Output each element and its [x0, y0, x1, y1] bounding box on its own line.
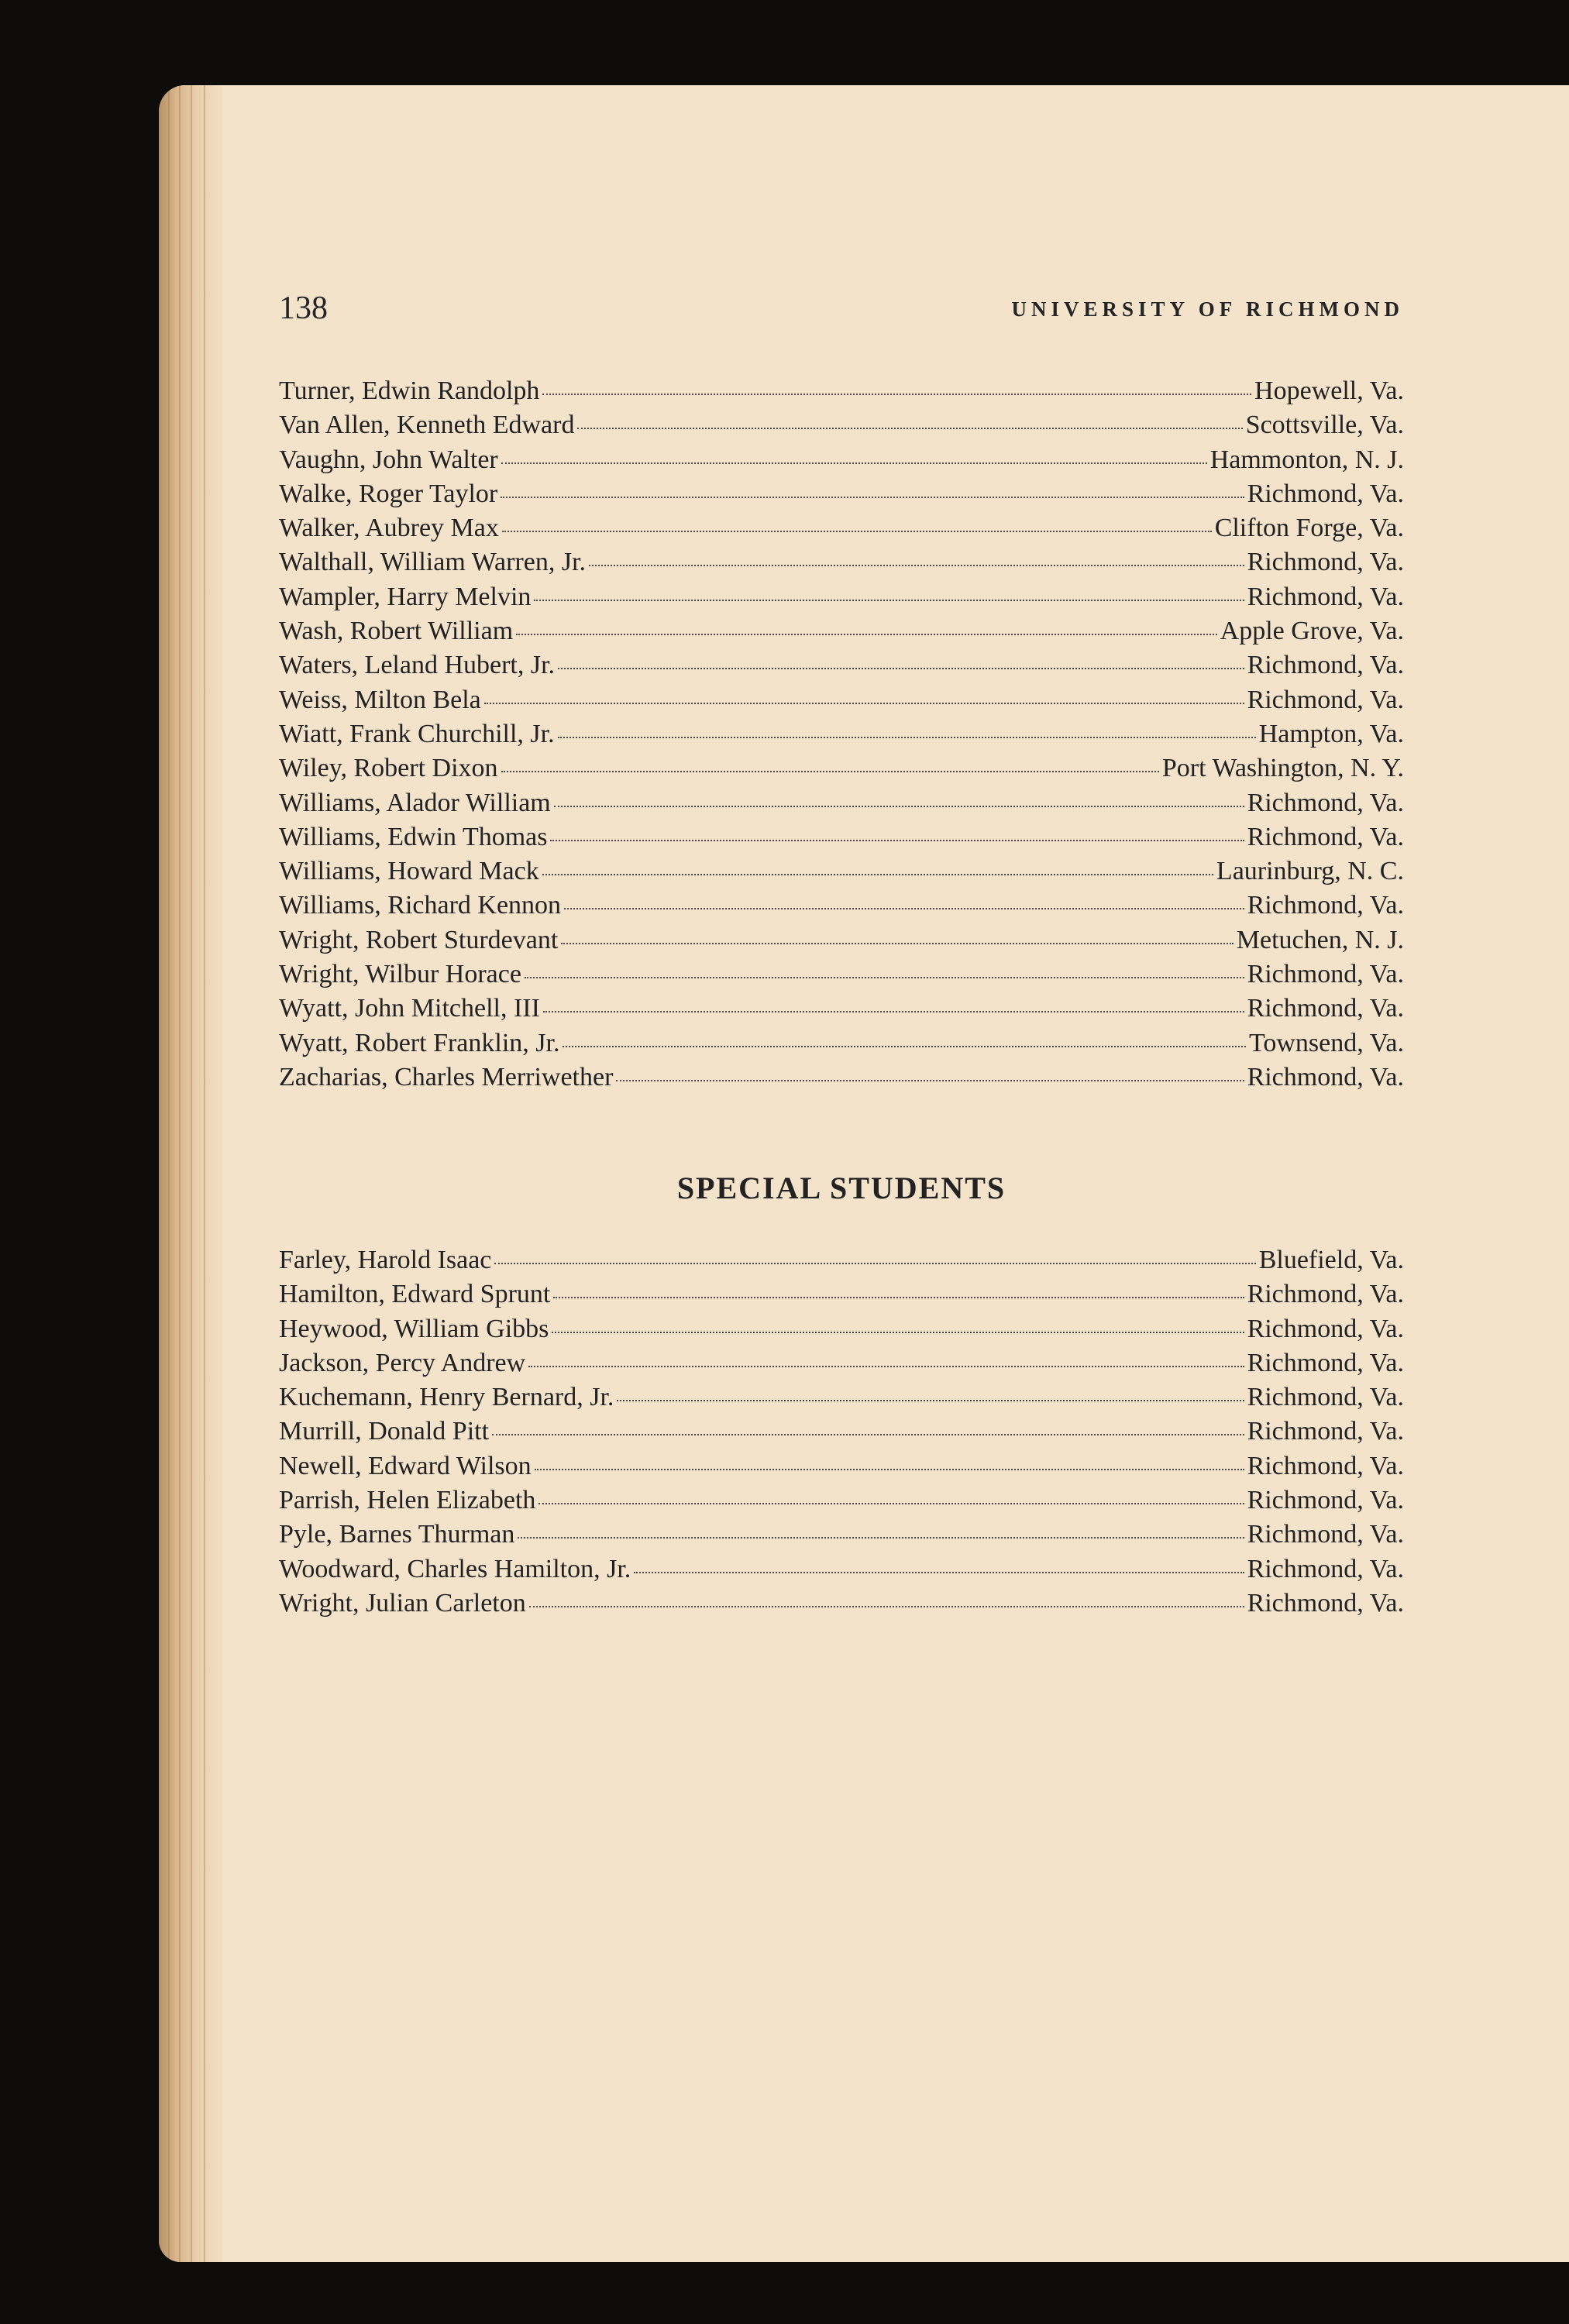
page-header	[279, 290, 1404, 336]
list-item	[279, 1246, 1404, 1280]
hometown: Richmond, Va.	[1247, 1554, 1404, 1583]
hometown: Richmond, Va.	[1247, 1314, 1404, 1343]
student-name: Jackson, Percy Andrew	[279, 1348, 526, 1377]
hometown: Richmond, Va.	[1247, 1417, 1404, 1446]
student-name: Wampler, Harry Melvin	[279, 582, 532, 611]
hometown: Townsend, Va.	[1248, 1028, 1404, 1057]
hometown: Richmond, Va.	[1247, 994, 1404, 1023]
hometown: Richmond, Va.	[1247, 1451, 1404, 1480]
student-name: Wyatt, Robert Franklin, Jr.	[279, 1028, 560, 1057]
dot-leader	[561, 941, 1233, 944]
dot-leader	[558, 666, 1244, 669]
dot-leader	[492, 1432, 1244, 1435]
hometown: Hampton, Va.	[1258, 719, 1404, 748]
page-edge	[159, 85, 222, 2262]
list-item	[279, 1029, 1404, 1063]
list-item	[279, 1520, 1404, 1554]
student-name: Williams, Alador William	[279, 788, 551, 817]
dot-leader	[564, 906, 1244, 909]
list-item	[279, 960, 1404, 994]
dot-leader	[501, 461, 1207, 464]
list-item	[279, 891, 1404, 925]
list-item	[279, 1417, 1404, 1451]
student-name: Waters, Leland Hubert, Jr.	[279, 651, 556, 680]
list-item	[279, 583, 1404, 617]
list-item	[279, 926, 1404, 960]
hometown: Bluefield, Va.	[1258, 1246, 1404, 1274]
hometown: Richmond, Va.	[1247, 822, 1404, 851]
list-item	[279, 1555, 1404, 1589]
hometown: Richmond, Va.	[1247, 960, 1404, 989]
list-item	[279, 720, 1404, 754]
hometown: Richmond, Va.	[1247, 1383, 1404, 1412]
student-name: Pyle, Barnes Thurman	[279, 1520, 515, 1549]
list-item	[279, 754, 1404, 788]
running-head: UNIVERSITY OF RICHMOND	[1011, 297, 1404, 321]
dot-leader	[525, 975, 1244, 978]
student-name: Murrill, Donald Pitt	[279, 1417, 490, 1446]
list-item	[279, 548, 1404, 582]
dot-leader	[543, 1009, 1244, 1012]
hometown: Port Washington, N. Y.	[1161, 754, 1404, 783]
student-name: Walthall, William Warren, Jr.	[279, 548, 587, 577]
section-title: SPECIAL STUDENTS	[676, 1171, 1006, 1205]
hometown: Metuchen, N. J.	[1236, 925, 1404, 954]
list-item	[279, 1315, 1404, 1349]
list-item	[279, 1063, 1404, 1097]
list-item	[279, 994, 1404, 1028]
student-name: Parrish, Helen Elizabeth	[279, 1486, 536, 1515]
student-name: Vaughn, John Walter	[279, 445, 498, 474]
dot-leader	[501, 495, 1244, 498]
student-name: Hamilton, Edward Sprunt	[279, 1280, 551, 1309]
hometown: Richmond, Va.	[1247, 1062, 1404, 1092]
dot-leader	[538, 1501, 1244, 1504]
dot-leader	[502, 529, 1212, 532]
dot-leader	[494, 1261, 1255, 1264]
dot-leader	[516, 632, 1217, 635]
student-name: Farley, Harold Isaac	[279, 1246, 492, 1274]
student-name: Weiss, Milton Bela	[279, 685, 481, 714]
dot-leader	[528, 1364, 1244, 1367]
student-name: Kuchemann, Henry Bernard, Jr.	[279, 1383, 614, 1412]
dot-leader	[589, 563, 1244, 566]
hometown: Apple Grove, Va.	[1220, 617, 1404, 646]
student-name: Turner, Edwin Randolph	[279, 376, 540, 405]
hometown: Hammonton, N. J.	[1209, 445, 1404, 474]
list-item	[279, 480, 1404, 514]
dot-leader	[553, 1295, 1244, 1298]
dot-leader	[617, 1398, 1244, 1401]
hometown: Richmond, Va.	[1247, 1486, 1404, 1515]
dot-leader	[550, 838, 1244, 841]
student-name: Heywood, William Gibbs	[279, 1314, 549, 1343]
list-item	[279, 617, 1404, 651]
list-item	[279, 823, 1404, 857]
student-name: Newell, Edward Wilson	[279, 1451, 532, 1480]
student-name: Williams, Richard Kennon	[279, 891, 562, 920]
list-item	[279, 1280, 1404, 1314]
student-name: Wright, Julian Carleton	[279, 1588, 526, 1618]
dot-leader	[554, 804, 1244, 807]
list-item	[279, 686, 1404, 720]
dot-leader	[535, 1467, 1244, 1470]
list-item	[279, 445, 1404, 480]
dot-leader	[552, 1330, 1244, 1333]
student-name: Walker, Aubrey Max	[279, 514, 499, 543]
hometown: Richmond, Va.	[1247, 582, 1404, 611]
hometown: Richmond, Va.	[1247, 788, 1404, 817]
special-student-list	[279, 1246, 1404, 1623]
student-name: Wiatt, Frank Churchill, Jr.	[279, 719, 555, 748]
list-item	[279, 376, 1404, 411]
student-name: Zacharias, Charles Merriwether	[279, 1062, 614, 1092]
dot-leader	[542, 872, 1213, 875]
list-item	[279, 789, 1404, 823]
student-list	[279, 376, 1404, 1097]
hometown: Richmond, Va.	[1247, 548, 1404, 577]
student-name: Williams, Howard Mack	[279, 857, 539, 886]
student-name: Walke, Roger Taylor	[279, 479, 498, 508]
dot-leader	[534, 598, 1244, 601]
hometown: Richmond, Va.	[1247, 685, 1404, 714]
student-name: Wiley, Robert Dixon	[279, 754, 498, 783]
list-item	[279, 651, 1404, 685]
hometown: Hopewell, Va.	[1254, 376, 1404, 405]
dot-leader	[529, 1604, 1244, 1607]
list-item	[279, 514, 1404, 548]
list-item	[279, 1349, 1404, 1383]
hometown: Richmond, Va.	[1247, 1520, 1404, 1549]
hometown: Richmond, Va.	[1247, 1588, 1404, 1618]
list-item	[279, 1589, 1404, 1623]
hometown: Clifton Forge, Va.	[1214, 514, 1404, 543]
dot-leader	[484, 701, 1244, 704]
dot-leader	[558, 735, 1256, 738]
student-name: Williams, Edwin Thomas	[279, 822, 548, 851]
hometown: Richmond, Va.	[1247, 1280, 1404, 1309]
student-name: Wyatt, John Mitchell, III	[279, 994, 540, 1023]
hometown: Laurinburg, N. C.	[1216, 857, 1404, 886]
hometown: Scottsville, Va.	[1245, 411, 1404, 440]
dot-leader	[634, 1570, 1244, 1573]
student-name: Wash, Robert William	[279, 617, 514, 646]
dot-leader	[542, 392, 1251, 395]
list-item	[279, 1383, 1404, 1417]
dot-leader	[577, 426, 1242, 429]
dot-leader	[563, 1044, 1245, 1047]
student-name: Woodward, Charles Hamilton, Jr.	[279, 1554, 631, 1583]
list-item	[279, 1486, 1404, 1520]
list-item	[279, 411, 1404, 445]
dot-leader	[616, 1078, 1244, 1081]
page-number: 138	[279, 290, 328, 326]
hometown: Richmond, Va.	[1247, 651, 1404, 680]
student-name: Van Allen, Kenneth Edward	[279, 411, 575, 440]
hometown: Richmond, Va.	[1247, 891, 1404, 920]
student-name: Wright, Robert Sturdevant	[279, 925, 559, 954]
dot-leader	[501, 769, 1159, 772]
list-item	[279, 857, 1404, 891]
dot-leader	[518, 1535, 1244, 1538]
student-name: Wright, Wilbur Horace	[279, 960, 521, 989]
hometown: Richmond, Va.	[1247, 479, 1404, 508]
hometown: Richmond, Va.	[1247, 1348, 1404, 1377]
list-item	[279, 1452, 1404, 1486]
